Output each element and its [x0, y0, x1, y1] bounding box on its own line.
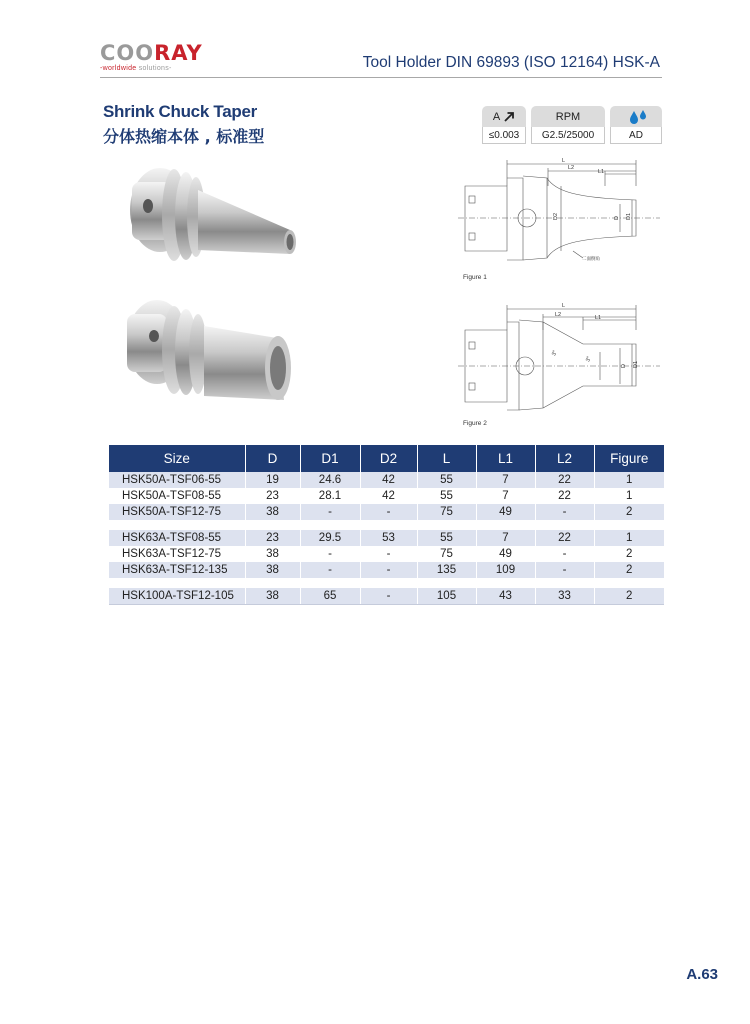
product-title-cn: 分体热缩本体 , 标准型	[103, 127, 265, 146]
table-header-row	[109, 445, 664, 472]
svg-text:D: D	[621, 364, 627, 368]
page-number: A.63	[686, 966, 718, 983]
col-header-d1: D1	[300, 445, 360, 472]
table-row: HSK63A-TSF12-135 38 - - 135 109 - 2	[109, 562, 664, 578]
coolant-drops-icon	[627, 109, 649, 125]
col-header-l: L	[417, 445, 476, 472]
col-header-l1: L1	[476, 445, 535, 472]
spec-runout: A ≤0.003	[482, 106, 526, 144]
dimensions-table	[109, 445, 664, 605]
drawing-figure-2	[455, 300, 665, 420]
product-photo-straight	[112, 296, 302, 416]
table-row: HSK63A-TSF08-55 23 29.5 53 55 7 22 1	[109, 530, 664, 546]
header-divider	[100, 77, 662, 78]
svg-text:D1: D1	[633, 360, 639, 368]
svg-text:L: L	[562, 303, 566, 309]
col-header-figure: Figure	[594, 445, 664, 472]
svg-text:L2: L2	[555, 312, 562, 318]
svg-text:3°: 3°	[551, 349, 559, 357]
figure-1-label: Figure 1	[463, 274, 487, 281]
table-row: HSK100A-TSF12-105 38 65 - 105 43 33 2	[109, 588, 664, 605]
svg-text:L2: L2	[568, 165, 575, 171]
product-photo-taper	[112, 160, 302, 275]
document-title: Tool Holder DIN 69893 (ISO 12164) HSK-A	[362, 54, 660, 71]
logo-tagline: -worldwide solutions-	[100, 65, 172, 72]
svg-text:L1: L1	[598, 169, 605, 175]
table-row: HSK63A-TSF12-75 38 - - 75 49 - 2	[109, 546, 664, 562]
table-group-spacer	[109, 520, 664, 530]
col-header-d: D	[245, 445, 300, 472]
table-row: HSK50A-TSF08-55 23 28.1 42 55 7 22 1	[109, 488, 664, 504]
runout-arrow-icon	[503, 111, 515, 123]
svg-text:3°: 3°	[585, 355, 593, 363]
col-header-l2: L2	[535, 445, 594, 472]
svg-text:D1: D1	[626, 212, 632, 220]
svg-text:D2: D2	[553, 212, 559, 220]
svg-text:L1: L1	[595, 315, 602, 321]
drawing-figure-1	[455, 156, 665, 276]
spec-coolant: AD	[610, 106, 662, 144]
spec-rpm: RPM G2.5/25000	[531, 106, 605, 144]
table-row: HSK50A-TSF12-75 38 - - 75 49 - 2	[109, 504, 664, 520]
svg-text:L: L	[562, 158, 566, 164]
table-row: HSK50A-TSF06-55 19 24.6 42 55 7 22 1	[109, 472, 664, 488]
logo-wordmark: COORAY	[100, 41, 203, 65]
product-title-en: Shrink Chuck Taper	[103, 102, 257, 121]
col-header-size: Size	[109, 445, 245, 472]
figure-2-label: Figure 2	[463, 420, 487, 427]
col-header-d2: D2	[360, 445, 417, 472]
table-group-spacer	[109, 578, 664, 588]
svg-text:二面倒角: 二面倒角	[582, 257, 600, 262]
brand-logo	[100, 42, 203, 72]
svg-text:D: D	[614, 216, 620, 220]
